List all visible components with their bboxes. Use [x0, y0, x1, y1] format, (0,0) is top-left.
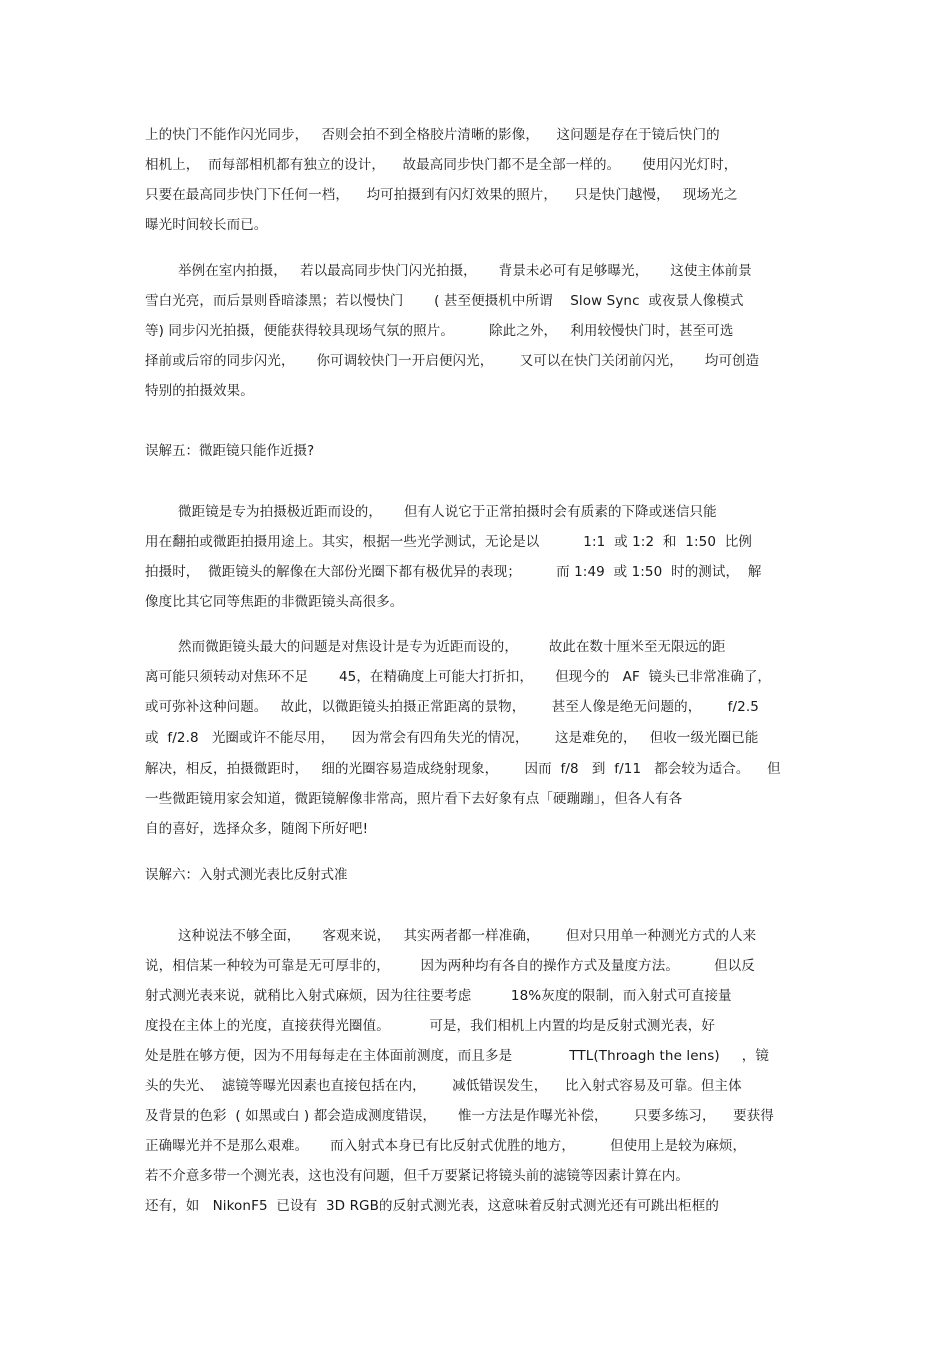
paragraph-5-line-8: 正确曝光并不是那么艰难。 而入射式本身已有比反射式优胜的地方， 但使用上是较为麻烦， [145, 1138, 747, 1154]
paragraph-2-line-3: 等) 同步闪光拍摄，便能获得较具现场气氛的照片。 除此之外， 利用较慢快门时，甚至可选 [145, 323, 734, 339]
paragraph-4-line-3: 或可弥补这种问题。 故此，以微距镜头拍摄正常距离的景物， 甚至人像是绝无问题的， f/2.5 [145, 699, 759, 715]
paragraph-5-line-4: 度投在主体上的光度，直接获得光圈值。 可是，我们相机上内置的均是反射式测光表，好 [145, 1018, 715, 1034]
paragraph-5-line-9: 若不介意多带一个测光表，这也没有问题，但千万要紧记将镜头前的滤镜等因素计算在内。 [145, 1168, 689, 1184]
section-heading-misconception-5: 误解五：微距镜只能作近摄? [145, 443, 315, 459]
paragraph-1-line-2: 相机上， 而每部相机都有独立的设计， 故最高同步快门都不是全部一样的。 使用闪光灯时， [145, 157, 738, 173]
paragraph-5-line-2: 说，相信某一种较为可靠是无可厚非的， 因为两种均有各自的操作方式及量度方法。 但以反 [145, 958, 755, 974]
paragraph-5-line-1: 这种说法不够全面， 客观来说， 其实两者都一样准确， 但对只用单一种测光方式的人来 [178, 928, 757, 944]
paragraph-2-line-1: 举例在室内拍摄， 若以最高同步快门闪光拍摄， 背景未必可有足够曝光， 这使主体前景 [178, 263, 752, 279]
paragraph-3-line-1: 微距镜是专为拍摄极近距而设的， 但有人说它于正常拍摄时会有质素的下降或迷信只能 [178, 504, 717, 520]
paragraph-2-line-5: 特别的拍摄效果。 [145, 383, 254, 399]
section-heading-misconception-6: 误解六：入射式测光表比反射式准 [145, 867, 348, 883]
paragraph-2-line-4: 择前或后帘的同步闪光， 你可调较快门一开启便闪光， 又可以在快门关闭前闪光， 均可创造 [145, 353, 760, 369]
paragraph-3-line-4: 像度比其它同等焦距的非微距镜头高很多。 [145, 594, 404, 610]
paragraph-3-line-3: 拍摄时， 微距镜头的解像在大部份光圈下都有极优异的表现； 而 1:49 或 1:50 时的测试， 解 [145, 564, 762, 580]
paragraph-2-line-2: 雪白光亮，而后景则昏暗漆黑；若以慢快门 ( 甚至便摄机中所谓 Slow Sync 或夜景人像模式 [145, 293, 744, 309]
paragraph-4-line-6: 一些微距镜用家会知道，微距镜解像非常高，照片看下去好象有点「硬蹦蹦」，但各人有各 [145, 791, 683, 807]
paragraph-4-line-4: 或 f/2.8 光圈或许不能尽用， 因为常会有四角失光的情况， 这是难免的， 但收一级光圈已能 [145, 730, 759, 746]
paragraph-5-line-6: 头的失光、 滤镜等曝光因素也直接包括在内， 减低错误发生， 比入射式容易及可靠。但主体 [145, 1078, 742, 1094]
paragraph-4-line-1: 然而微距镜头最大的问题是对焦设计是专为近距而设的， 故此在数十厘米至无限远的距 [178, 639, 726, 655]
paragraph-5-line-10: 还有，如 NikonF5 已设有 3D RGB的反射式测光表，这意味着反射式测光还有可跳出柜框的 [145, 1198, 719, 1214]
paragraph-1-line-1: 上的快门不能作闪光同步， 否则会拍不到全格胶片清晰的影像， 这问题是存在于镜后快门的 [145, 127, 720, 143]
paragraph-4-line-7: 自的喜好，选择众多，随阁下所好吧! [145, 821, 369, 837]
paragraph-4-line-2: 离可能只须转动对焦环不足 45，在精确度上可能大打折扣， 但现今的 AF 镜头已非常准确了， [145, 669, 772, 685]
paragraph-5-line-7: 及背景的色彩 ( 如黑或白 ) 都会造成测度错误， 惟一方法是作曝光补偿， 只要多练习， 要获得 [145, 1108, 774, 1124]
paragraph-3-line-2: 用在翻拍或微距拍摄用途上。其实，根据一些光学测试，无论是以 1:1 或 1:2 和 1:50 比例 [145, 534, 753, 550]
paragraph-4-line-5: 解决，相反，拍摄微距时， 细的光圈容易造成绕射现象， 因而 f/8 到 f/11 都会较为适合。 但 [145, 761, 781, 777]
paragraph-5-line-5: 处是胜在够方便，因为不用每每走在主体面前测度，而且多是 TTL(Throagh the lens) ，镜 [145, 1048, 769, 1064]
paragraph-1-line-4: 曝光时间较长而已。 [145, 217, 268, 233]
paragraph-1-line-3: 只要在最高同步快门下任何一档， 均可拍摄到有闪灯效果的照片， 只是快门越慢， 现场光之 [145, 187, 738, 203]
paragraph-5-line-3: 射式测光表来说，就稍比入射式麻烦，因为往往要考虑 18%灰度的限制，而入射式可直接量 [145, 988, 732, 1004]
